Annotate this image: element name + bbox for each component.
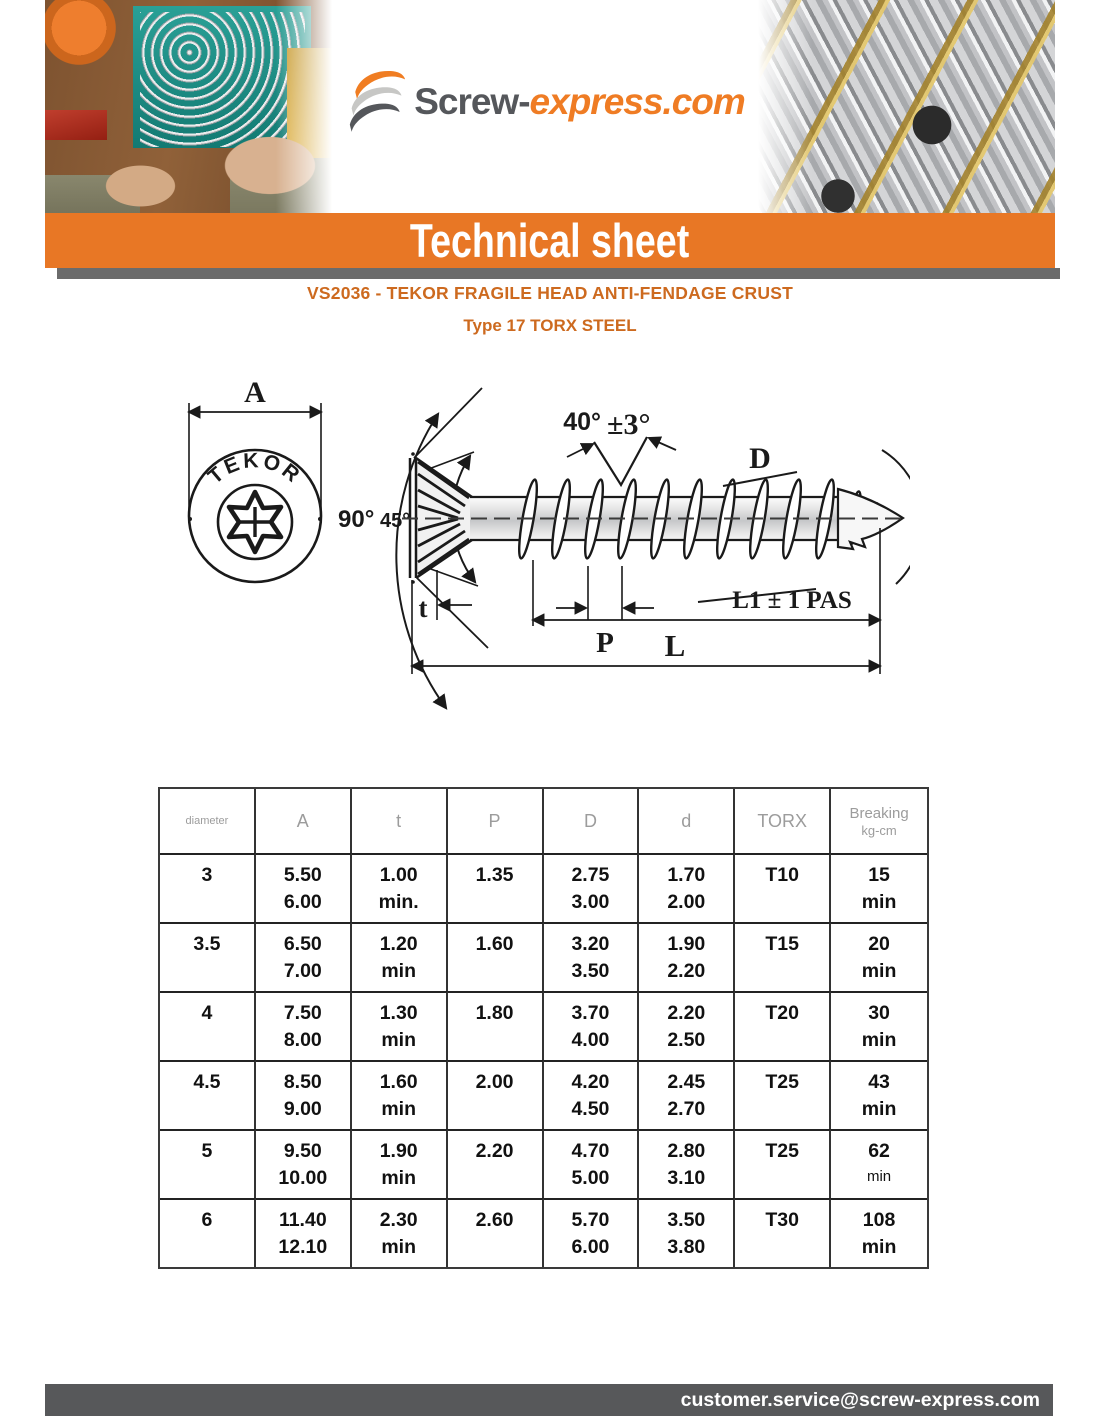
brand-name-prefix: Screw-	[414, 81, 530, 122]
col-header-diameter: diameter	[160, 789, 256, 853]
product-subtitle: Type 17 TORX STEEL	[463, 316, 637, 335]
cell-d: 1.70 2.00	[639, 853, 735, 922]
brand-name	[414, 81, 745, 123]
head-marking-label: TEKOR	[203, 449, 306, 489]
cell-diameter: 3.5	[160, 922, 256, 991]
cell-torx: T25	[735, 1129, 831, 1198]
cell-torx: T30	[735, 1198, 831, 1267]
cell-P: 2.20	[448, 1129, 544, 1198]
brand-logo	[341, 0, 752, 213]
cell-diameter: 5	[160, 1129, 256, 1198]
cell-diameter: 3	[160, 853, 256, 922]
cell-d: 1.90 2.20	[639, 922, 735, 991]
cell-t: 1.30 min	[352, 991, 448, 1060]
col-header-breaking: Breaking kg-cm	[849, 804, 909, 838]
cell-breaking: 20 min	[831, 922, 927, 991]
angle-45-label: 45°	[380, 510, 411, 532]
cell-P: 1.60	[448, 922, 544, 991]
banner-shadow	[57, 268, 1060, 279]
footer-contact-bar	[45, 1384, 1053, 1416]
cell-torx: T20	[735, 991, 831, 1060]
cell-D: 5.70 6.00	[544, 1198, 640, 1267]
cell-P: 1.80	[448, 991, 544, 1060]
dim-t-label: t	[418, 593, 428, 623]
angle-90-label: 90°	[338, 506, 375, 533]
dimensions-table	[158, 787, 929, 1269]
col-header-d: d	[639, 789, 735, 853]
col-header-P: P	[448, 789, 544, 853]
col-header-torx: TORX	[735, 789, 831, 853]
banner-title: Technical sheet	[410, 214, 690, 267]
cell-torx: T25	[735, 1060, 831, 1129]
dim-L-label: L	[664, 628, 686, 663]
cell-t: 1.00 min.	[352, 853, 448, 922]
cell-A: 9.50 10.00	[256, 1129, 352, 1198]
cell-torx: T10	[735, 853, 831, 922]
cell-breaking: 43 min	[831, 1060, 927, 1129]
cell-t: 1.20 min	[352, 922, 448, 991]
dimension-L	[412, 628, 880, 666]
cell-t: 1.60 min	[352, 1060, 448, 1129]
screw-pile-photo	[752, 0, 1055, 213]
dim-P-label: P	[596, 627, 614, 659]
cell-P: 1.35	[448, 853, 544, 922]
cell-P: 2.00	[448, 1060, 544, 1129]
screw-technical-drawing	[170, 358, 910, 718]
brand-name-suffix: express.com	[529, 81, 745, 122]
workbench-photo	[45, 0, 341, 213]
cell-A: 5.50 6.00	[256, 853, 352, 922]
technical-sheet-banner	[45, 213, 1055, 268]
cell-breaking: 108 min	[831, 1198, 927, 1267]
col-header-t: t	[352, 789, 448, 853]
head-angles	[338, 388, 488, 708]
cell-diameter: 4	[160, 991, 256, 1060]
dimension-t	[419, 570, 473, 623]
cell-D: 4.70 5.00	[544, 1129, 640, 1198]
cell-breaking: 15 min	[831, 853, 927, 922]
angle-tol-label: ±3°	[607, 408, 651, 441]
cell-d: 2.80 3.10	[639, 1129, 735, 1198]
cell-D: 3.70 4.00	[544, 991, 640, 1060]
cell-D: 2.75 3.00	[544, 853, 640, 922]
plus-mark-icon	[240, 507, 270, 537]
col-header-A: A	[256, 789, 352, 853]
cell-t: 1.90 min	[352, 1129, 448, 1198]
dim-A-label: A	[244, 376, 266, 409]
dimension-P	[556, 566, 654, 659]
dim-D-label: D	[749, 442, 771, 475]
cell-breaking: 62 min	[831, 1129, 927, 1198]
head-top-view	[188, 449, 322, 582]
cell-A: 6.50 7.00	[256, 922, 352, 991]
cell-diameter: 4.5	[160, 1060, 256, 1129]
product-title: VS2036 - TEKOR FRAGILE HEAD ANTI-FENDAGE CRUST	[307, 283, 793, 303]
cell-diameter: 6	[160, 1198, 256, 1267]
cell-t: 2.30 min	[352, 1198, 448, 1267]
cell-A: 8.50 9.00	[256, 1060, 352, 1129]
cell-d: 3.50 3.80	[639, 1198, 735, 1267]
cell-torx: T15	[735, 922, 831, 991]
dimension-L1	[412, 528, 880, 674]
thread-angle-annotation	[563, 408, 676, 485]
cell-d: 2.45 2.70	[639, 1060, 735, 1129]
angle-40-label: 40°	[563, 408, 601, 436]
cell-breaking: 30 min	[831, 991, 927, 1060]
cell-D: 3.20 3.50	[544, 922, 640, 991]
screw-side-view	[402, 450, 910, 584]
cell-A: 11.40 12.10	[256, 1198, 352, 1267]
cell-d: 2.20 2.50	[639, 991, 735, 1060]
cell-A: 7.50 8.00	[256, 991, 352, 1060]
col-header-D: D	[544, 789, 640, 853]
screw-express-logo-icon	[348, 66, 406, 138]
dim-L1-label: L1 ± 1 PAS	[732, 587, 852, 614]
contact-email: customer.service@screw-express.com	[680, 1389, 1040, 1411]
cell-P: 2.60	[448, 1198, 544, 1267]
cell-D: 4.20 4.50	[544, 1060, 640, 1129]
